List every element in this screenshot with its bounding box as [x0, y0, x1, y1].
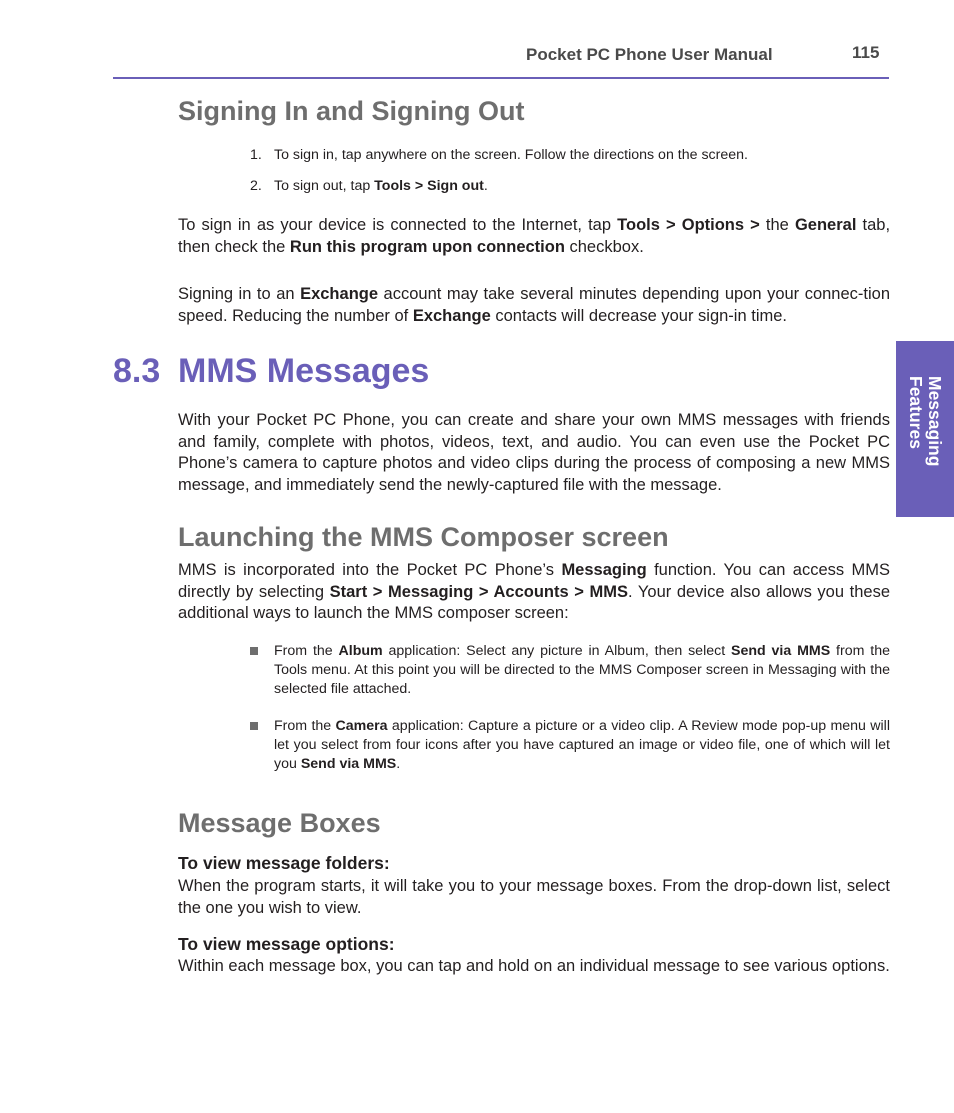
heading-signing: Signing In and Signing Out [178, 96, 525, 126]
subheading-folders: To view message folders: [178, 853, 390, 873]
bullet-text: From the Camera application: Capture a picture or a video clip. A Review mode pop-up menu will let you select from four icons after you have captured an image or video file, one of which will let you Send via MMS. [274, 718, 890, 772]
side-tab-line-2: Features [906, 376, 926, 449]
bullet-square-icon [250, 647, 258, 655]
signing-step-1 [250, 146, 890, 165]
header-title: Pocket PC Phone User Manual [526, 45, 773, 64]
launch-bullet-camera [250, 717, 890, 774]
side-tab-line-1: Messaging [925, 376, 945, 467]
signing-paragraph-2: Signing in to an Exchange account may take several minutes depending upon your connec-tion speed. Reducing the number of Exchange contacts will decrease your sign-in time. [178, 285, 890, 325]
step-text: To sign in, tap anywhere on the screen. Follow the directions on the screen. [274, 147, 748, 163]
signing-step-2 [250, 177, 890, 196]
bullet-text: From the Album application: Select any picture in Album, then select Send via MMS from the Tools menu. At this point you will be directed to the MMS Composer screen in Messaging with the selected file attached. [274, 643, 890, 697]
launch-bullet-album [250, 642, 890, 699]
section-number: 8.3 [113, 352, 161, 390]
menu-path: Tools > Sign out [374, 178, 484, 194]
step-text: To sign out, tap Tools > Sign out. [274, 178, 488, 194]
step-number: 1. [250, 147, 262, 163]
subheading-options: To view message options: [178, 934, 395, 954]
page-number: 115 [852, 43, 880, 62]
signing-paragraph-1: To sign in as your device is connected to the Internet, tap Tools > Options > the General tab, then check the Run this program upon connection checkbox. [178, 216, 891, 256]
section-side-tab [896, 341, 954, 517]
options-paragraph: Within each message box, you can tap and hold on an individual message to see various options. [178, 957, 890, 975]
side-tab-label [896, 341, 954, 517]
heading-launching: Launching the MMS Composer screen [178, 522, 669, 552]
mms-intro: With your Pocket PC Phone, you can create and share your own MMS messages with friends and family, complete with photos, videos, text, and audio. You can even use the Pocket PC Phone’s camera to capture photos and video clips during the process of composing a new MMS message, and immediately send the newly-captured file with the message. [178, 411, 890, 495]
step-number: 2. [250, 178, 262, 194]
bullet-square-icon [250, 722, 258, 730]
header-divider [113, 77, 889, 79]
launching-paragraph: MMS is incorporated into the Pocket PC Phone’s Messaging function. You can access MMS directly by selecting Start > Messaging > Accounts > MMS. Your device also allows you these additional ways to launch the MMS composer screen: [178, 561, 891, 623]
heading-message-boxes: Message Boxes [178, 808, 381, 838]
folders-paragraph: When the program starts, it will take you to your message boxes. From the drop-down list, select the one you wish to view. [178, 877, 890, 917]
section-title-text: MMS Messages [178, 352, 430, 390]
section-title-mms [113, 352, 429, 391]
